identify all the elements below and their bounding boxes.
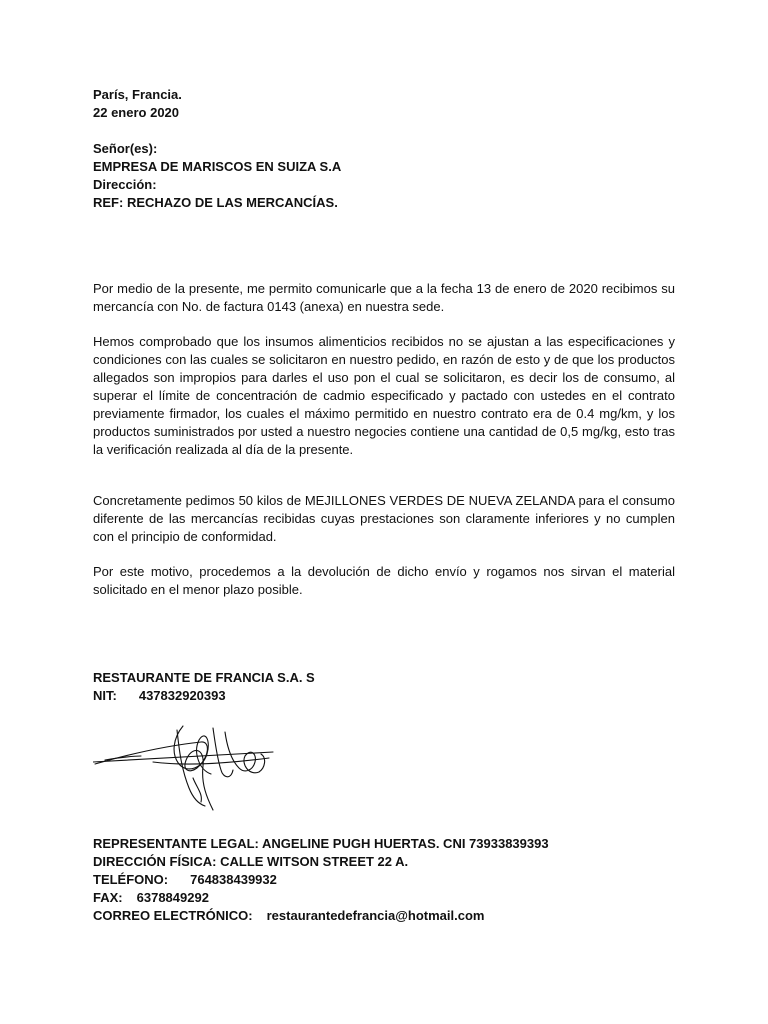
sender-company: RESTAURANTE DE FRANCIA S.A. S [93,670,315,685]
email-label: CORREO ELECTRÓNICO: [93,908,253,923]
date-line: 22 enero 2020 [93,105,180,120]
sender-block [93,669,675,705]
recipient-address-label: Dirección: [93,177,157,192]
phone-label: TELÉFONO: [93,872,169,887]
physical-address: DIRECCIÓN FÍSICA: CALLE WITSON STREET 22 A. [93,854,409,869]
nit-label: NIT: [93,688,117,703]
phone-value: 764838439932 [190,872,277,887]
legal-representative: REPRESENTANTE LEGAL: ANGELINE PUGH HUERTAS. CNI 73933839393 [93,836,549,851]
handwritten-signature-icon [93,718,283,816]
body-paragraph-1 [93,280,675,316]
body-paragraph-2 [93,333,675,459]
paragraph: Hemos comprobado que los insumos alimenticios recibidos no se ajustan a las especificaciones y condiciones con las cuales se solicitaron en nuestro pedido, en razón de esto y de que los productos allegados son impropios para darles el uso pon el cual se solicitaron, es decir los de consumo, al superar el límite de concentración de cadmio especificado y pactado con ustedes en el contrato previamente firmador, los cuales el máximo permitido en nuestro contrato era de 0.4 mg/km, y los productos suministrados por usted a nuestro negocies contiene una cantidad de 0,5 mg/kg, esto tras la verificación realizada al día de la presente. [93,334,675,457]
paragraph: Concretamente pedimos 50 kilos de MEJILLONES VERDES DE NUEVA ZELANDA para el consumo diferente de las mercancías recibidas cuyas prestaciones son claramente inferiores y no cumplen con el principio de conformidad. [93,493,675,544]
nit-value: 437832920393 [138,688,226,703]
fax-value: 6378849292 [136,890,209,905]
place-line: París, Francia. [93,87,182,102]
body-paragraph-4 [93,563,675,599]
paragraph: Por medio de la presente, me permito comunicarle que a la fecha 13 de enero de 2020 recibimos su mercancía con No. de factura 0143 (anexa) en nuestra sede. [93,281,675,314]
phone-line [93,871,675,889]
letter-header [93,86,675,122]
recipient-company: EMPRESA DE MARISCOS EN SUIZA S.A [93,159,342,174]
salutation: Señor(es): [93,141,158,156]
footer-block [93,835,675,925]
email-line [93,907,675,925]
recipient-block [93,140,675,212]
fax-line [93,889,675,907]
body-paragraph-3 [93,492,675,546]
reference-line: REF: RECHAZO DE LAS MERCANCÍAS. [93,195,338,210]
email-value: restaurantedefrancia@hotmail.com [266,908,485,923]
nit-line [93,687,675,705]
paragraph: Por este motivo, procedemos a la devolución de dicho envío y rogamos nos sirvan el material solicitado en el menor plazo posible. [93,564,675,597]
fax-label: FAX: [93,890,123,905]
